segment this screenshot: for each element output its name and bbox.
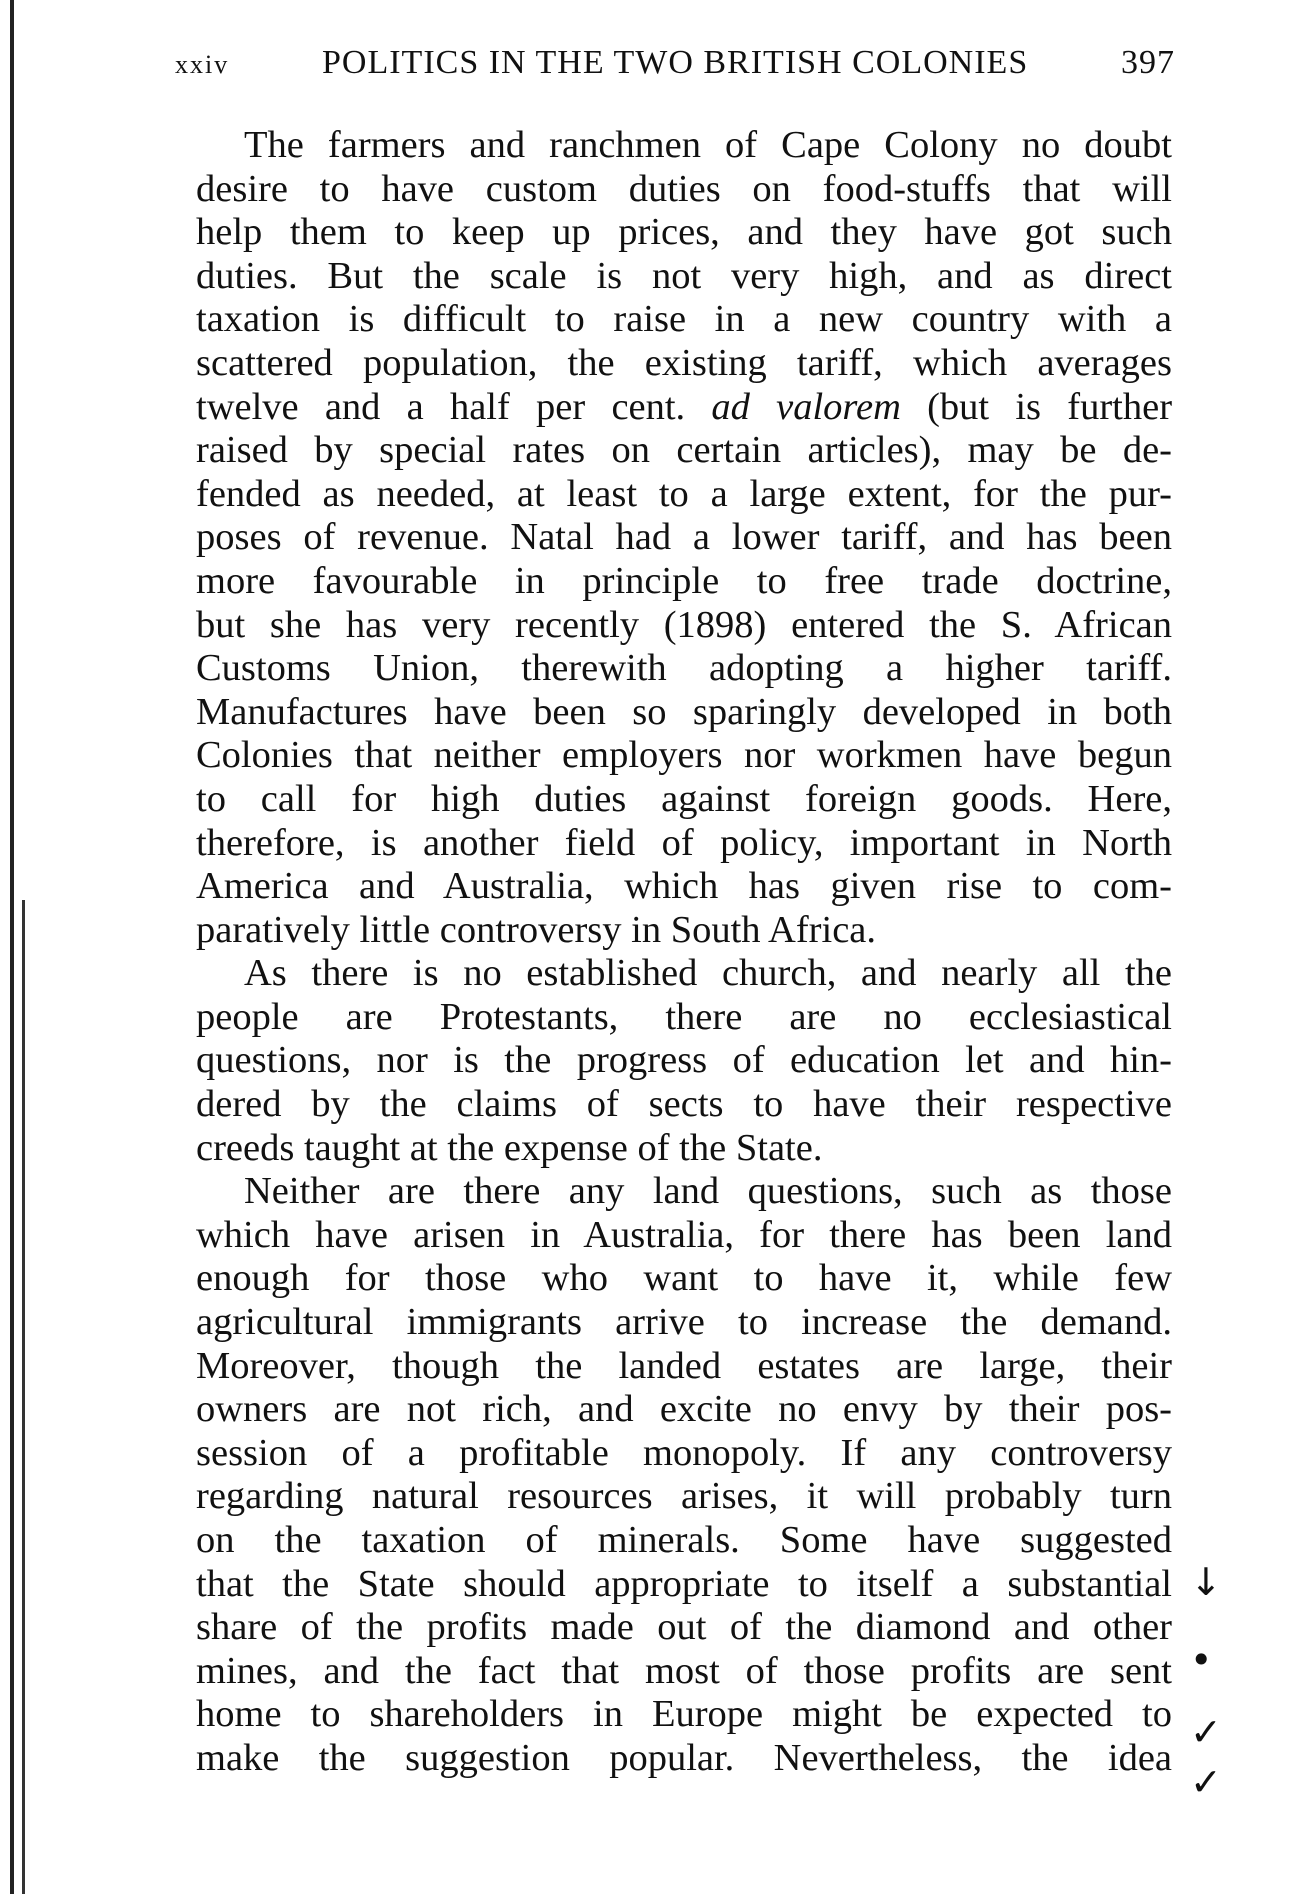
text-line: that the State should appropriate to itself a substantial — [196, 1562, 1172, 1605]
text-line: therefore, is another field of policy, important in North — [196, 821, 1172, 864]
text-line: desire to have custom duties on food-stuffs that will — [196, 167, 1172, 210]
text-line: The farmers and ranchmen of Cape Colony no doubt — [244, 124, 1172, 166]
text-line: people are Protestants, there are no ecclesiastical — [196, 995, 1172, 1038]
text-line: home to shareholders in Europe might be expected to — [196, 1693, 1172, 1736]
margin-annotations — [1190, 1560, 1250, 1840]
text-line: As there is no established church, and nearly all the — [244, 952, 1172, 995]
text-line: America and Australia, which has given rise to com- — [196, 865, 1172, 908]
running-title: POLITICS IN THE TWO BRITISH COLONIES — [322, 44, 1029, 81]
text-line: creeds taught at the expense of the State. — [196, 1126, 823, 1169]
text-line: which have arisen in Australia, for there has been land — [196, 1213, 1172, 1256]
binding-edge-line — [10, 0, 14, 1894]
handwritten-margin-mark: ✓ — [1190, 1760, 1222, 1804]
body-text — [196, 124, 1172, 1781]
binding-edge-shadow — [22, 900, 25, 1894]
handwritten-margin-mark: ↓ — [1190, 1560, 1222, 1604]
running-head — [175, 44, 1175, 94]
text-line: to call for high duties against foreign goods. Here, — [196, 777, 1172, 820]
text-line: scattered population, the existing tariff, which averages — [196, 341, 1172, 384]
text-line: poses of revenue. Natal had a lower tariff, and has been — [196, 516, 1172, 559]
text-line: session of a profitable monopoly. If any controversy — [196, 1431, 1172, 1474]
text-line: raised by special rates on certain articles), may be de- — [196, 429, 1172, 472]
text-line: enough for those who want to have it, while few — [196, 1257, 1172, 1300]
handwritten-margin-mark: • — [1190, 1638, 1213, 1682]
text-line: but she has very recently (1898) entered the S. African — [196, 603, 1172, 646]
text-line: agricultural immigrants arrive to increase the demand. — [196, 1301, 1172, 1344]
text-line: questions, nor is the progress of education let and hin- — [196, 1039, 1172, 1082]
text-line: fended as needed, at least to a large extent, for the pur- — [196, 472, 1172, 515]
text-line: on the taxation of minerals. Some have suggested — [196, 1519, 1172, 1561]
handwritten-margin-mark: ✓ — [1190, 1710, 1222, 1754]
chapter-number: xxiv — [175, 50, 230, 79]
text-line: help them to keep up prices, and they have got such — [196, 211, 1172, 254]
text-line: mines, and the fact that most of those profits are sent — [196, 1649, 1172, 1692]
text-line: Manufactures have been so sparingly developed in both — [196, 690, 1172, 733]
text-line: paratively little controversy in South Africa. — [196, 908, 876, 951]
italic-phrase: ad valorem — [711, 385, 901, 428]
text-line: twelve and a half per cent. ad valorem (but is further — [196, 385, 1173, 428]
text-line: Moreover, though the landed estates are large, their — [196, 1344, 1172, 1387]
text-line: taxation is difficult to raise in a new country with a — [196, 298, 1172, 341]
text-line: make the suggestion popular. Nevertheless, the idea — [196, 1736, 1172, 1779]
text-line: share of the profits made out of the diamond and other — [196, 1606, 1172, 1649]
text-line: regarding natural resources arises, it will probably turn — [196, 1475, 1172, 1518]
text-line: duties. But the scale is not very high, and as direct — [196, 254, 1172, 297]
page-number: 397 — [1121, 44, 1175, 81]
text-line: dered by the claims of sects to have their respective — [196, 1083, 1172, 1126]
text-line: Colonies that neither employers nor workmen have begun — [196, 734, 1172, 777]
text-line: more favourable in principle to free trade doctrine, — [196, 559, 1172, 602]
text-line: owners are not rich, and excite no envy by their pos- — [196, 1388, 1172, 1431]
text-line: Customs Union, therewith adopting a higher tariff. — [196, 647, 1172, 690]
text-line: Neither are there any land questions, such as those — [244, 1170, 1172, 1213]
